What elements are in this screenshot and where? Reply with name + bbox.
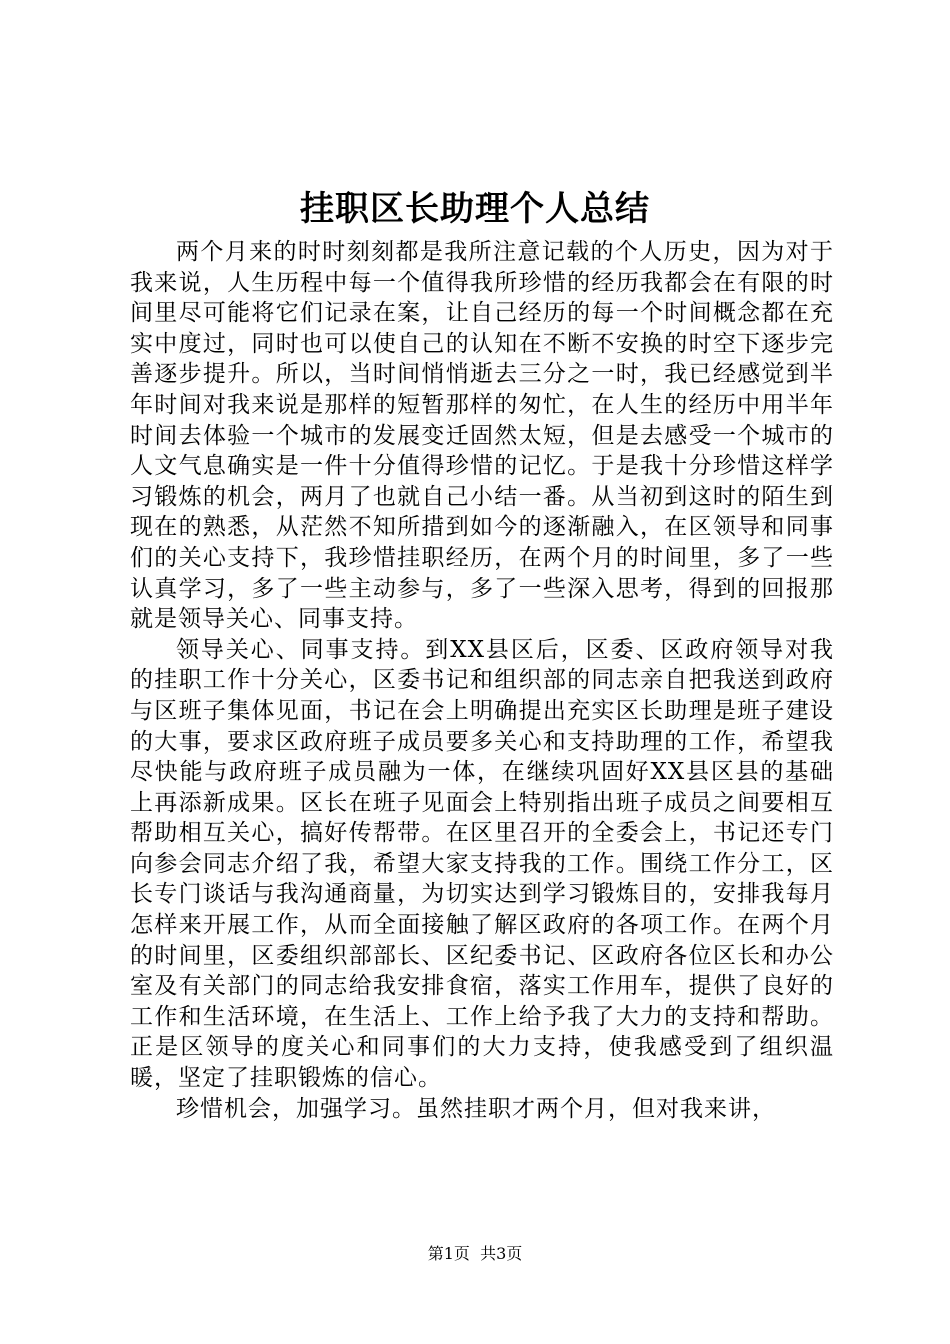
page-total: 共3页 xyxy=(480,1244,523,1263)
paragraph-1: 两个月来的时时刻刻都是我所注意记载的个人历史，因为对于我来说，人生历程中每一个值得我所珍惜的经历我都会在有限的时间里尽可能将它们记录在案，让自己经历的每一个时间概念都在充实中度过，同时也可以使自己的认知在不断不安换的时空下逐步完善逐步提升。所以，当时间悄悄逝去三分之一时，我已经感觉到半年时间对我来说是那样的短暂那样的匆忙，在人生的经历中用半年时间去体验一个城市的发展变迁固然太短，但是去感受一个城市的人文气息确实是一件十分值得珍惜的记忆。于是我十分珍惜这样学习锻炼的机会，两月了也就自己小结一番。从当初到这时的陌生到现在的熟悉，从茫然不知所措到如今的逐渐融入，在区领导和同事们的关心支持下，我珍惜挂职经历，在两个月的时间里，多了一些认真学习，多了一些主动参与，多了一些深入思考，得到的回报那就是领导关心、同事支持。 xyxy=(130,239,834,633)
paragraph-2: 领导关心、同事支持。到XX县区后，区委、区政府领导对我的挂职工作十分关心，区委书记和组织部的同志亲自把我送到政府与区班子集体见面，书记在会上明确提出充实区长助理是班子建设的大事，要求区政府班子成员要多关心和支持助理的工作，希望我尽快能与政府班子成员融为一体，在继续巩固好XX县区县的基础上再添新成果。区长在班子见面会上特别指出班子成员之间要相互帮助相互关心，搞好传帮带。在区里召开的全委会上，书记还专门向参会同志介绍了我，希望大家支持我的工作。围绕工作分工，区长专门谈话与我沟通商量，为切实达到学习锻炼目的，安排我每月怎样来开展工作，从而全面接触了解区政府的各项工作。在两个月的时间里，区委组织部部长、区纪委书记、区政府各位区长和办公室及有关部门的同志给我安排食宿，落实工作用车，提供了良好的工作和生活环境，在生活上、工作上给予我了大力的支持和帮助。正是区领导的度关心和同事们的大力支持，使我感受到了组织温暖，坚定了挂职锻炼的信心。 xyxy=(130,636,834,1092)
page-footer xyxy=(0,1243,950,1265)
paragraph-3: 珍惜机会，加强学习。虽然挂职才两个月，但对我来讲， xyxy=(176,1095,776,1122)
footer-spacer xyxy=(470,1244,480,1263)
document-title: 挂职区长助理个人总结 xyxy=(300,189,650,229)
page-number: 第1页 xyxy=(427,1244,470,1263)
document-body xyxy=(130,237,834,1124)
